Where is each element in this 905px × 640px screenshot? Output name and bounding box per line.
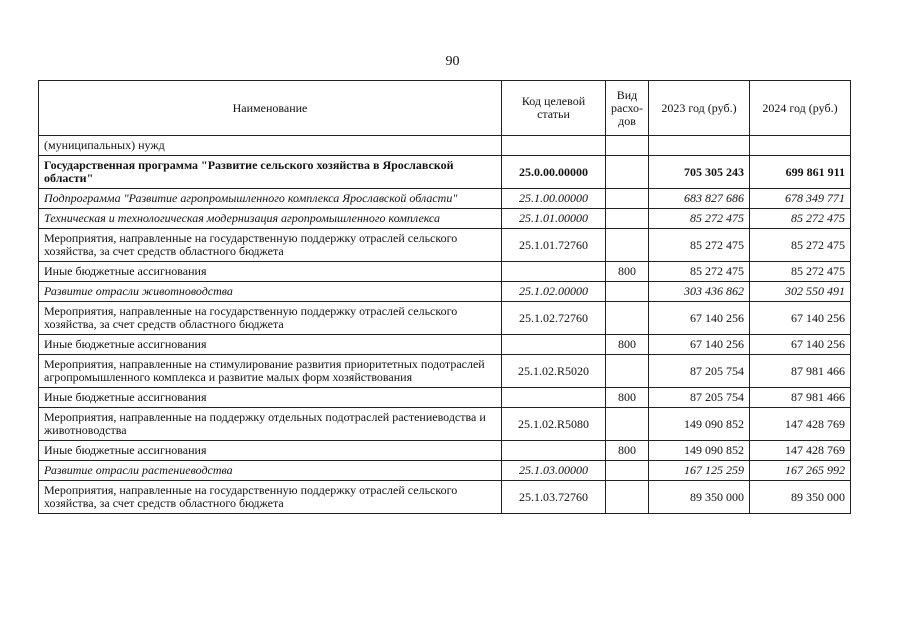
table-row (39, 335, 851, 355)
table-row (39, 388, 851, 408)
row-code: 25.0.00.00000 (502, 156, 606, 189)
row-2024: 67 140 256 (750, 335, 851, 355)
row-2024: 67 140 256 (750, 302, 851, 335)
row-2023: 705 305 243 (649, 156, 750, 189)
row-vid (606, 461, 649, 481)
row-name: Иные бюджетные ассигнования (39, 441, 502, 461)
row-vid (606, 189, 649, 209)
row-2024: 85 272 475 (750, 262, 851, 282)
row-2024: 89 350 000 (750, 481, 851, 514)
row-vid (606, 481, 649, 514)
row-2023: 85 272 475 (649, 262, 750, 282)
row-vid (606, 282, 649, 302)
row-2023: 303 436 862 (649, 282, 750, 302)
row-vid (606, 229, 649, 262)
row-code: 25.1.03.72760 (502, 481, 606, 514)
row-2024: 85 272 475 (750, 229, 851, 262)
row-vid (606, 209, 649, 229)
table-row (39, 461, 851, 481)
row-2023: 87 205 754 (649, 388, 750, 408)
row-code: 25.1.01.72760 (502, 229, 606, 262)
row-vid: 800 (606, 441, 649, 461)
table-row (39, 156, 851, 189)
row-2024 (750, 136, 851, 156)
row-2024: 699 861 911 (750, 156, 851, 189)
row-name: Мероприятия, направленные на стимулирование развития приоритетных подотраслей агропромышленного комплекса и развитие малых форм хозяйствования (39, 355, 502, 388)
row-vid: 800 (606, 388, 649, 408)
row-2024: 302 550 491 (750, 282, 851, 302)
row-2024: 147 428 769 (750, 441, 851, 461)
row-vid (606, 302, 649, 335)
row-code (502, 335, 606, 355)
row-code (502, 136, 606, 156)
row-name: Техническая и технологическая модернизация агропромышленного комплекса (39, 209, 502, 229)
row-code (502, 262, 606, 282)
budget-table (38, 80, 851, 514)
row-2024: 167 265 992 (750, 461, 851, 481)
row-2023: 85 272 475 (649, 229, 750, 262)
row-2023: 167 125 259 (649, 461, 750, 481)
row-2024: 87 981 466 (750, 388, 851, 408)
row-code: 25.1.02.72760 (502, 302, 606, 335)
row-2023: 67 140 256 (649, 335, 750, 355)
row-2023: 149 090 852 (649, 441, 750, 461)
table-row (39, 136, 851, 156)
table-row (39, 189, 851, 209)
row-name: Иные бюджетные ассигнования (39, 335, 502, 355)
row-name: Иные бюджетные ассигнования (39, 388, 502, 408)
header-vid: Вид расхо-дов (606, 81, 649, 136)
row-code: 25.1.00.00000 (502, 189, 606, 209)
row-2024: 147 428 769 (750, 408, 851, 441)
row-2023: 87 205 754 (649, 355, 750, 388)
row-vid (606, 408, 649, 441)
row-vid: 800 (606, 335, 649, 355)
row-name: Мероприятия, направленные на государственную поддержку отраслей сельского хозяйства, за счет средств областного бюджета (39, 481, 502, 514)
row-name: (муниципальных) нужд (39, 136, 502, 156)
row-2023: 67 140 256 (649, 302, 750, 335)
row-name: Мероприятия, направленные на государственную поддержку отраслей сельского хозяйства, за счет средств областного бюджета (39, 302, 502, 335)
header-2023: 2023 год (руб.) (649, 81, 750, 136)
header-name: Наименование (39, 81, 502, 136)
table-row (39, 441, 851, 461)
row-vid: 800 (606, 262, 649, 282)
header-code: Код целевой статьи (502, 81, 606, 136)
header-2024: 2024 год (руб.) (750, 81, 851, 136)
row-code: 25.1.03.00000 (502, 461, 606, 481)
row-name: Мероприятия, направленные на поддержку отдельных подотраслей растениеводства и животноводства (39, 408, 502, 441)
table-header-row (39, 81, 851, 136)
row-2023: 85 272 475 (649, 209, 750, 229)
row-vid (606, 355, 649, 388)
table-row (39, 481, 851, 514)
row-code (502, 388, 606, 408)
table-row (39, 408, 851, 441)
row-2024: 85 272 475 (750, 209, 851, 229)
row-code: 25.1.02.R5020 (502, 355, 606, 388)
table-body (39, 136, 851, 514)
row-vid (606, 136, 649, 156)
row-2023: 89 350 000 (649, 481, 750, 514)
row-code: 25.1.02.00000 (502, 282, 606, 302)
row-vid (606, 156, 649, 189)
table-row (39, 302, 851, 335)
row-2023 (649, 136, 750, 156)
row-name: Развитие отрасли животноводства (39, 282, 502, 302)
row-2024: 678 349 771 (750, 189, 851, 209)
row-code: 25.1.02.R5080 (502, 408, 606, 441)
row-2023: 149 090 852 (649, 408, 750, 441)
row-name: Мероприятия, направленные на государственную поддержку отраслей сельского хозяйства, за счет средств областного бюджета (39, 229, 502, 262)
page-number: 90 (445, 54, 460, 69)
row-code (502, 441, 606, 461)
row-name: Развитие отрасли растениеводства (39, 461, 502, 481)
table-row (39, 209, 851, 229)
table-row (39, 282, 851, 302)
row-name: Государственная программа "Развитие сельского хозяйства в Ярославской области" (39, 156, 502, 189)
table-row (39, 262, 851, 282)
table-row (39, 229, 851, 262)
row-2023: 683 827 686 (649, 189, 750, 209)
row-name: Подпрограмма "Развитие агропромышленного комплекса Ярославской области" (39, 189, 502, 209)
row-2024: 87 981 466 (750, 355, 851, 388)
row-name: Иные бюджетные ассигнования (39, 262, 502, 282)
table-row (39, 355, 851, 388)
row-code: 25.1.01.00000 (502, 209, 606, 229)
